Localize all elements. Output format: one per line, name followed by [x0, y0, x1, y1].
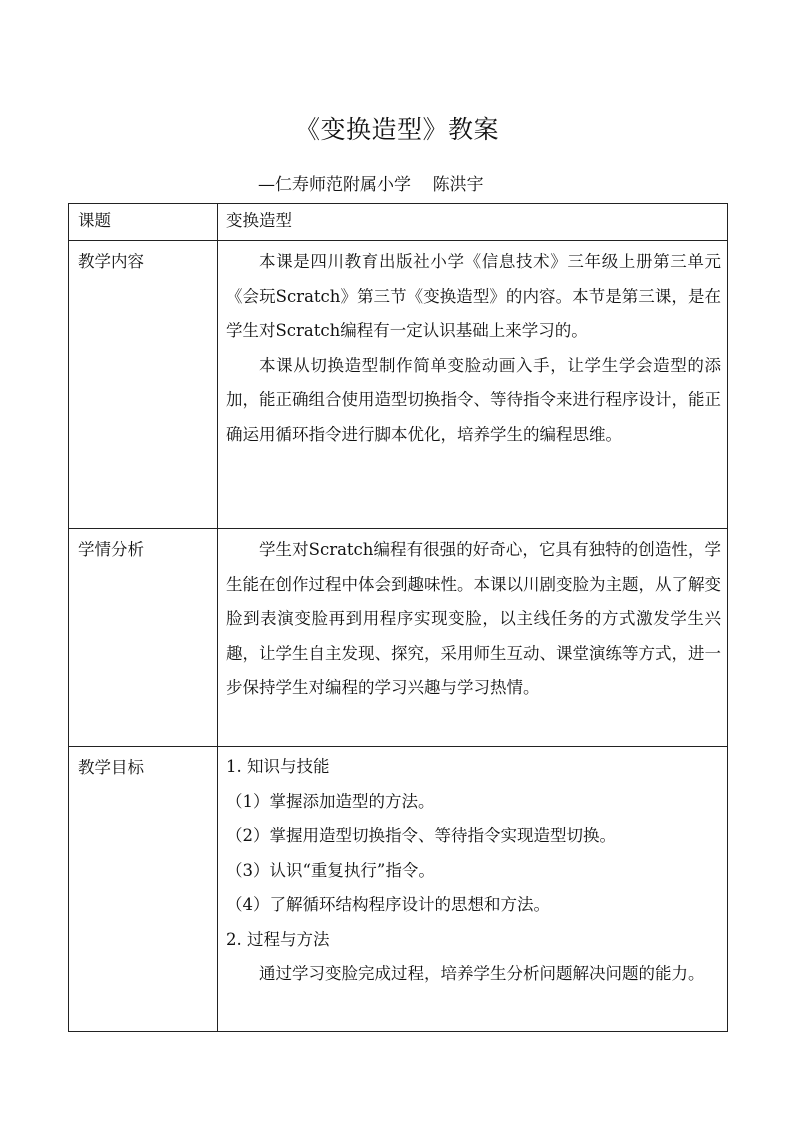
document-subtitle: —仁寿师范附属小学 陈洪宇	[258, 175, 484, 195]
row-label-learner-analysis: 学情分析	[69, 529, 218, 747]
row-content-teaching-goals	[218, 747, 728, 1032]
goal-process-paragraph: 通过学习变脸完成过程，培养学生分析问题解决问题的能力。	[259, 964, 705, 983]
row-content-topic	[218, 204, 728, 241]
document-title: 《变换造型》教案	[294, 115, 499, 144]
topic-value: 变换造型	[226, 211, 292, 230]
row-label-teaching-content: 教学内容	[69, 241, 218, 529]
goal-item-1: （1）掌握添加造型的方法。	[226, 791, 435, 811]
goal-item-4: （4）了解循环结构程序设计的思想和方法。	[226, 895, 550, 914]
learner-analysis-paragraph: 学生对Scratch编程有很强的好奇心，它具有独特的创造性，学生能在创作过程中体会到趣味性。本课以川剧变脸为主题，从了解变脸到表演变脸再到用程序实现变脸，以主线任务的方式激发学生兴趣，让学生自主发现、探究，采用师生互动、课堂演练等方式，进一步保持学生对编程的学习兴趣与学习热情。	[226, 540, 721, 697]
table-row-learner-analysis	[69, 529, 728, 747]
goal-heading-knowledge: 1. 知识与技能	[226, 757, 330, 776]
row-content-teaching-content	[218, 241, 728, 529]
row-content-learner-analysis	[218, 529, 728, 747]
goal-item-2: （2）掌握用造型切换指令、等待指令实现造型切换。	[226, 826, 616, 845]
row-label-topic: 课题	[69, 204, 218, 241]
table-row-teaching-goals	[69, 747, 728, 1032]
table-row-topic	[69, 204, 728, 241]
table-row-teaching-content	[69, 241, 728, 529]
teaching-content-paragraph-2: 本课从切换造型制作简单变脸动画入手，让学生学会造型的添加，能正确组合使用造型切换指令、等待指令来进行程序设计，能正确运用循环指令进行脚本优化，培养学生的编程思维。	[226, 355, 721, 444]
goal-heading-process: 2. 过程与方法	[226, 929, 330, 949]
lesson-plan-table	[68, 203, 728, 1032]
goal-item-3: （3）认识“重复执行”指令。	[226, 860, 435, 880]
row-label-teaching-goals: 教学目标	[69, 747, 218, 1032]
teaching-content-paragraph-1: 本课是四川教育出版社小学《信息技术》三年级上册第三单元《会玩Scratch》第三节《变换造型》的内容。本节是第三课，是在学生对Scratch编程有一定认识基础上来学习的。	[226, 252, 721, 340]
